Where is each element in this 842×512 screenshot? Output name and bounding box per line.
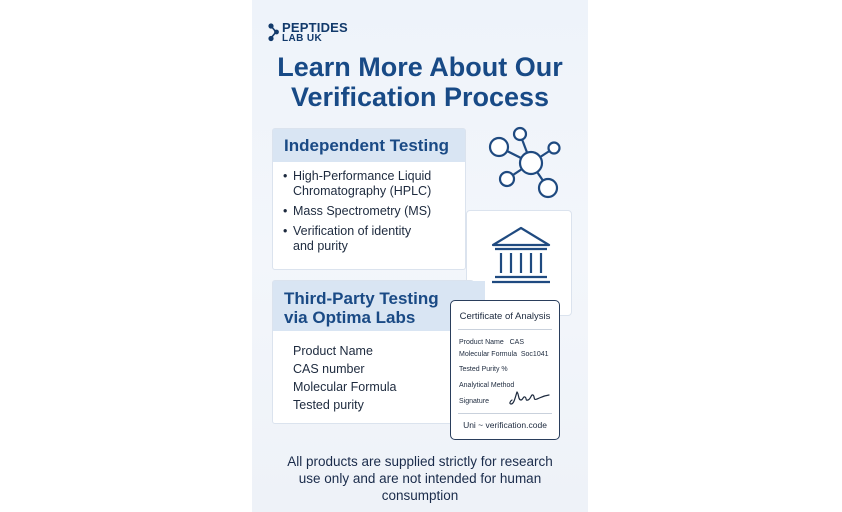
list-item: • Mass Spectrometry (MS) (283, 204, 463, 219)
certificate-title: Certificate of Analysis (459, 311, 551, 322)
page-title-line2: Verification Process (290, 82, 550, 112)
institution-building-icon (489, 225, 553, 285)
disclaimer-line: use only and are not intended for human (298, 471, 542, 486)
list-item: Molecular Formula (293, 380, 397, 394)
page-title-line1: Learn More About Our (277, 52, 563, 82)
independent-testing-title: Independent Testing (273, 129, 465, 162)
independent-testing-list (283, 169, 463, 259)
list-item: Product Name (293, 344, 373, 358)
certificate-row: Analytical Method (459, 382, 515, 389)
brand-name: PEPTIDES (282, 20, 348, 35)
certificate-row: Molecular Formula Soc1041 (459, 351, 549, 358)
certificate-of-analysis (450, 300, 560, 440)
molecule-icon (484, 124, 564, 202)
disclaimer (252, 453, 588, 504)
list-item: • Verification of identity and purity (283, 224, 463, 254)
certificate-row: Tested Purity % (459, 366, 508, 373)
third-party-testing-card (272, 280, 474, 424)
divider (458, 413, 552, 414)
verification-code: Uni ~ verification.code (463, 420, 547, 430)
brand-subname: LAB UK (282, 33, 323, 44)
disclaimer-line: All products are supplied strictly for research (287, 454, 553, 469)
disclaimer-line: consumption (381, 488, 459, 503)
molecule-logo-icon (268, 22, 280, 44)
signature-scribble-icon (509, 388, 551, 408)
certificate-row: Signature (459, 398, 489, 405)
independent-testing-card (272, 128, 466, 270)
list-item: • High-Performance Liquid Chromatography (HPLC) (283, 169, 463, 199)
third-party-testing-title: Third-Party Testing via Optima Labs (273, 281, 485, 331)
list-item: CAS number (293, 362, 365, 376)
page-title (252, 52, 588, 112)
list-item: Tested purity (293, 398, 364, 412)
divider (458, 329, 552, 330)
certificate-row: Product Name CAS (459, 339, 524, 346)
third-party-list (293, 342, 397, 414)
